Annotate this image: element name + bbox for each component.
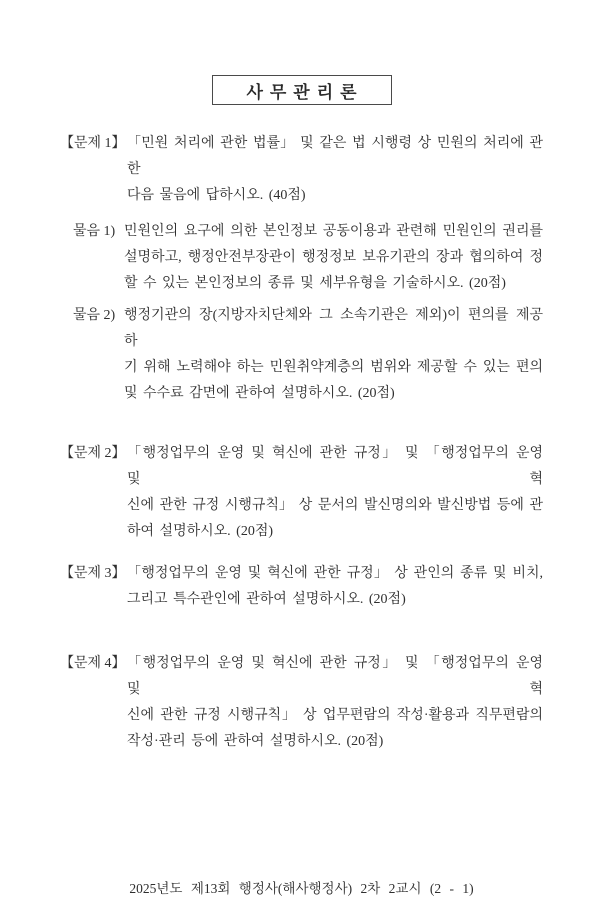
sub-question-2-line: 행정기관의 장(지방자치단체와 그 소속기관은 제외)이 편의를 제공하: [124, 308, 543, 349]
sub-question-2-line: 및 수수료 감면에 관하여 설명하시오. (20점): [124, 386, 395, 401]
page-footer: 2025년도 제13회 행정사(해사행정사) 2차 2교시 (2 - 1): [129, 881, 474, 896]
question-4: [60, 651, 543, 755]
question-2-line: 하여 설명하시오. (20점): [127, 524, 274, 539]
question-2: [60, 441, 543, 545]
question-4-label: 【문제 4】: [60, 656, 126, 671]
question-2-line: 신에 관한 규정 시행규칙」 상 문서의 발신명의와 발신방법 등에 관: [127, 498, 543, 513]
question-1: [60, 131, 543, 209]
sub-question-2: [73, 303, 543, 407]
question-4-line: 「행정업무의 운영 및 혁신에 관한 규정」 및 「행정업무의 운영 및 혁: [127, 656, 543, 697]
question-1-line: 다음 물음에 답하시오. (40점): [127, 188, 306, 203]
question-2-body: [127, 441, 543, 545]
sub-question-1-line: 민원인의 요구에 의한 본인정보 공동이용과 관련해 민원인의 권리를: [124, 224, 543, 239]
sub-question-2-label: 물음 2): [73, 308, 116, 323]
question-3-line: 그리고 특수관인에 관하여 설명하시오. (20점): [127, 592, 406, 607]
sub-question-1-label: 물음 1): [73, 224, 116, 239]
question-1-line: 「민원 처리에 관한 법률」 및 같은 법 시행령 상 민원의 처리에 관한: [127, 136, 543, 177]
subject-title-box: [212, 75, 392, 105]
question-3-line: 「행정업무의 운영 및 혁신에 관한 규정」 상 관인의 종류 및 비치,: [127, 566, 543, 581]
question-2-line: 「행정업무의 운영 및 혁신에 관한 규정」 및 「행정업무의 운영 및 혁: [127, 446, 543, 487]
sub-question-1-line: 설명하고, 행정안전부장관이 행정정보 보유기관의 장과 협의하여 정: [124, 250, 543, 265]
question-1-label: 【문제 1】: [60, 136, 126, 151]
question-4-line: 신에 관한 규정 시행규칙」 상 업무편람의 작성·활용과 직무편람의: [127, 708, 543, 723]
question-4-line: 작성·관리 등에 관하여 설명하시오. (20점): [127, 734, 384, 749]
sub-question-1-body: [124, 219, 543, 297]
question-3-label: 【문제 3】: [60, 566, 126, 581]
question-1-body: [127, 131, 543, 209]
sub-question-1: [73, 219, 543, 297]
question-2-label: 【문제 2】: [60, 446, 126, 461]
question-3-body: [127, 561, 543, 613]
subject-title: 사무관리론: [246, 82, 364, 102]
sub-question-2-line: 기 위해 노력해야 하는 민원취약계층의 범위와 제공할 수 있는 편의: [124, 360, 543, 375]
sub-question-2-body: [124, 303, 543, 407]
question-4-body: [127, 651, 543, 755]
sub-question-1-line: 할 수 있는 본인정보의 종류 및 세부유형을 기술하시오. (20점): [124, 276, 506, 291]
question-3: [60, 561, 543, 613]
